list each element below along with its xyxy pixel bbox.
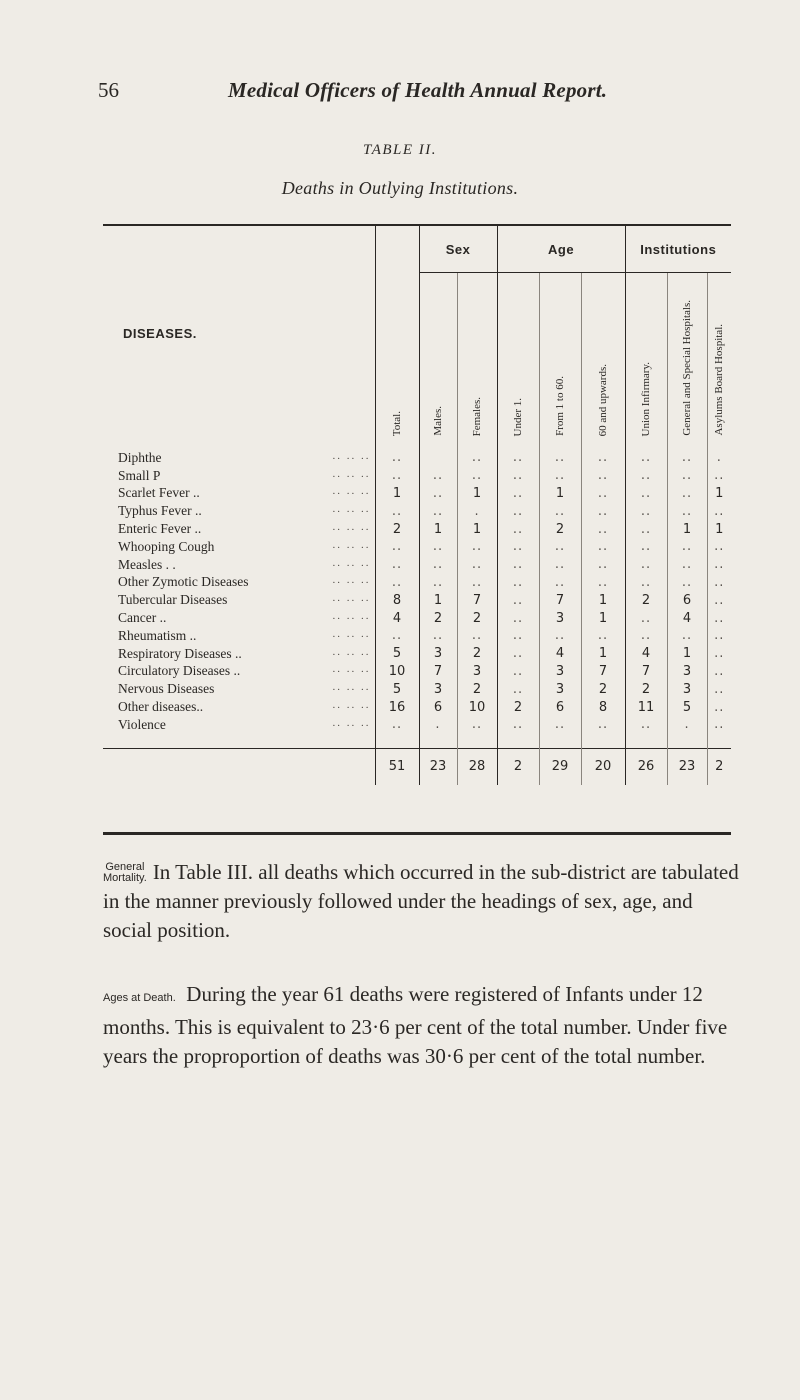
cell-females: . — [457, 502, 497, 520]
page-header — [98, 78, 718, 118]
cell-asylums-board-hospital: .. — [707, 538, 731, 556]
cell-general-special-hospitals: 6 — [667, 591, 707, 609]
cell-males: 2 — [419, 609, 457, 627]
disease-name: Diphthe .. .. .. — [118, 449, 371, 465]
cell-males — [419, 441, 457, 467]
cell-females: 2 — [457, 609, 497, 627]
section-header-row — [103, 226, 731, 273]
totals-label-blank — [103, 748, 375, 785]
cell-females: 7 — [457, 591, 497, 609]
cell-total: 16 — [375, 698, 419, 716]
cell-union-infirmary: .. — [625, 441, 667, 467]
disease-name: Small P .. .. .. — [118, 467, 371, 483]
cell-under-1: .. — [497, 574, 539, 592]
total-1-to-60: 29 — [539, 748, 581, 785]
cell-males: .. — [419, 556, 457, 574]
cell-1-to-60: 7 — [539, 591, 581, 609]
col-header-asylums-board-hospital: Asylums Board Hospital. — [707, 273, 731, 442]
cell-asylums-board-hospital: .. — [707, 698, 731, 716]
cell-total: .. — [375, 441, 419, 467]
institutions-section-header: Institutions — [625, 226, 731, 273]
cell-under-1: .. — [497, 627, 539, 645]
cell-under-1: .. — [497, 716, 539, 734]
disease-name: Whooping Cough .. .. .. — [118, 538, 371, 554]
cell-60-upwards: 7 — [581, 663, 625, 681]
cell-males: 6 — [419, 698, 457, 716]
cell-under-1: .. — [497, 591, 539, 609]
cell-asylums-board-hospital: .. — [707, 609, 731, 627]
leader-dots: .. .. .. — [332, 556, 371, 569]
total-asylums-board-hospital: 2 — [707, 748, 731, 785]
cell-1-to-60: .. — [539, 716, 581, 734]
cell-union-infirmary: 7 — [625, 663, 667, 681]
diseases-header: DISEASES. — [123, 326, 197, 341]
total-under-1: 2 — [497, 748, 539, 785]
cell-total: 5 — [375, 645, 419, 663]
cell-1-to-60: 2 — [539, 520, 581, 538]
cell-males: . — [419, 716, 457, 734]
cell-males: .. — [419, 538, 457, 556]
totals-row — [103, 748, 731, 785]
cell-1-to-60: .. — [539, 556, 581, 574]
cell-union-infirmary: 11 — [625, 698, 667, 716]
cell-under-1: .. — [497, 441, 539, 467]
disease-name: Nervous Diseases .. .. .. — [118, 681, 371, 697]
cell-union-infirmary: .. — [625, 716, 667, 734]
cell-males: 7 — [419, 663, 457, 681]
cell-females: .. — [457, 538, 497, 556]
cell-under-1: .. — [497, 502, 539, 520]
table-row — [103, 467, 731, 485]
leader-dots: .. .. .. — [332, 485, 371, 498]
cell-under-1: .. — [497, 520, 539, 538]
cell-1-to-60: 3 — [539, 680, 581, 698]
cell-males: .. — [419, 467, 457, 485]
table-row — [103, 627, 731, 645]
cell-females: 1 — [457, 485, 497, 503]
cell-1-to-60: 1 — [539, 485, 581, 503]
deaths-table-grid — [103, 226, 731, 785]
cell-total: .. — [375, 502, 419, 520]
leader-dots: .. .. .. — [332, 699, 371, 712]
cell-union-infirmary: .. — [625, 627, 667, 645]
cell-females: .. — [457, 627, 497, 645]
table-row — [103, 645, 731, 663]
cell-general-special-hospitals: .. — [667, 467, 707, 485]
cell-asylums-board-hospital: .. — [707, 645, 731, 663]
cell-60-upwards: .. — [581, 502, 625, 520]
cell-under-1: .. — [497, 556, 539, 574]
cell-60-upwards: 1 — [581, 645, 625, 663]
cell-general-special-hospitals: 1 — [667, 645, 707, 663]
cell-asylums-board-hospital: 1 — [707, 485, 731, 503]
cell-under-1: .. — [497, 538, 539, 556]
cell-general-special-hospitals: 5 — [667, 698, 707, 716]
cell-total: .. — [375, 538, 419, 556]
cell-asylums-board-hospital: .. — [707, 627, 731, 645]
cell-1-to-60: 3 — [539, 609, 581, 627]
cell-under-1: .. — [497, 680, 539, 698]
cell-60-upwards: .. — [581, 538, 625, 556]
disease-name: Violence .. .. .. — [118, 716, 371, 732]
cell-general-special-hospitals: .. — [667, 441, 707, 467]
col-header-union-infirmary: Union Infirmary. — [625, 273, 667, 442]
table-row — [103, 698, 731, 716]
cell-males: .. — [419, 574, 457, 592]
cell-under-1: .. — [497, 645, 539, 663]
table-row — [103, 538, 731, 556]
cell-1-to-60: .. — [539, 502, 581, 520]
leader-dots: .. .. .. — [332, 449, 371, 462]
cell-union-infirmary: .. — [625, 609, 667, 627]
cell-asylums-board-hospital: .. — [707, 467, 731, 485]
cell-females: .. — [457, 574, 497, 592]
cell-union-infirmary: 2 — [625, 680, 667, 698]
cell-union-infirmary: .. — [625, 520, 667, 538]
cell-asylums-board-hospital: .. — [707, 574, 731, 592]
cell-general-special-hospitals: .. — [667, 574, 707, 592]
total-general-special-hospitals: 23 — [667, 748, 707, 785]
table-label: TABLE II. — [362, 142, 438, 158]
cell-males: 3 — [419, 680, 457, 698]
cell-60-upwards: 1 — [581, 609, 625, 627]
cell-total: .. — [375, 467, 419, 485]
disease-name: Cancer .. .. .. .. — [118, 610, 371, 626]
table-row — [103, 485, 731, 503]
cell-general-special-hospitals: .. — [667, 538, 707, 556]
disease-name: Other diseases.. .. .. .. — [118, 699, 371, 715]
spacer-row — [103, 734, 731, 749]
leader-dots: .. .. .. — [332, 574, 371, 587]
cell-females: 3 — [457, 663, 497, 681]
cell-females: .. — [457, 716, 497, 734]
col-header-1-to-60: From 1 to 60. — [539, 273, 581, 442]
cell-general-special-hospitals: 3 — [667, 663, 707, 681]
cell-asylums-board-hospital: .. — [707, 680, 731, 698]
cell-under-1: .. — [497, 609, 539, 627]
col-header-total: Total. — [375, 273, 419, 442]
page-number: 56 — [98, 78, 119, 102]
cell-total: .. — [375, 556, 419, 574]
cell-males: .. — [419, 502, 457, 520]
cell-asylums-board-hospital: .. — [707, 716, 731, 734]
total-total: 51 — [375, 748, 419, 785]
leader-dots: .. .. .. — [332, 592, 371, 605]
sex-section-header: Sex — [419, 226, 497, 273]
cell-union-infirmary: .. — [625, 556, 667, 574]
cell-60-upwards: .. — [581, 441, 625, 467]
disease-name: Enteric Fever .. .. .. .. — [118, 521, 371, 537]
disease-name: Circulatory Diseases .. .. .. .. — [118, 663, 371, 679]
total-males: 23 — [419, 748, 457, 785]
cell-males: 1 — [419, 591, 457, 609]
cell-females: 1 — [457, 520, 497, 538]
col-header-general-special-hospitals: General and Special Hospitals. — [667, 273, 707, 442]
col-header-under-1: Under 1. — [497, 273, 539, 442]
cell-60-upwards: .. — [581, 627, 625, 645]
col-header-60-upwards: 60 and upwards. — [581, 273, 625, 442]
table-row — [103, 502, 731, 520]
cell-1-to-60: .. — [539, 574, 581, 592]
table-row — [103, 441, 731, 467]
cell-general-special-hospitals: 4 — [667, 609, 707, 627]
leader-dots: .. .. .. — [332, 503, 371, 516]
cell-60-upwards: .. — [581, 716, 625, 734]
col-header-females: Females. — [457, 273, 497, 442]
leader-dots: .. .. .. — [332, 627, 371, 640]
col-header-males: Males. — [419, 273, 457, 442]
table-row — [103, 574, 731, 592]
leader-dots: .. .. .. — [332, 645, 371, 658]
cell-females: 2 — [457, 680, 497, 698]
cell-1-to-60: .. — [539, 627, 581, 645]
margin-note-ages-at-death: Ages at Death. — [103, 992, 176, 1004]
cell-general-special-hospitals: .. — [667, 556, 707, 574]
cell-general-special-hospitals: 1 — [667, 520, 707, 538]
cell-total: 8 — [375, 591, 419, 609]
table-row — [103, 520, 731, 538]
total-section-blank — [375, 226, 419, 273]
leader-dots: .. .. .. — [332, 681, 371, 694]
cell-union-infirmary: .. — [625, 538, 667, 556]
cell-females: .. — [457, 441, 497, 467]
cell-under-1: 2 — [497, 698, 539, 716]
cell-females: .. — [457, 467, 497, 485]
running-title: Medical Officers of Health Annual Report. — [228, 78, 608, 102]
cell-general-special-hospitals: . — [667, 716, 707, 734]
total-females: 28 — [457, 748, 497, 785]
cell-asylums-board-hospital: .. — [707, 591, 731, 609]
disease-name: Other Zymotic Diseases .. .. .. — [118, 574, 371, 590]
cell-females: 10 — [457, 698, 497, 716]
leader-dots: .. .. .. — [332, 716, 371, 729]
general-mortality-text: In Table III. all deaths which occurred in the sub-district are tabulated in the manner previously followed under the headings of sex, age, and social position. — [103, 860, 739, 942]
total-60-upwards: 20 — [581, 748, 625, 785]
cell-general-special-hospitals: 3 — [667, 680, 707, 698]
cell-males: 3 — [419, 645, 457, 663]
table-body — [103, 441, 731, 785]
cell-asylums-board-hospital: .. — [707, 663, 731, 681]
age-section-header: Age — [497, 226, 625, 273]
cell-60-upwards: .. — [581, 520, 625, 538]
deaths-table — [103, 224, 731, 835]
cell-1-to-60: .. — [539, 441, 581, 467]
ages-at-death-text: During the year 61 deaths were registered of Infants under 12 months. This is equivalent to 23·6 per cent of the total number. Under five years the proproportion of deaths was 30·6 per cent of the total number. — [103, 982, 728, 1068]
disease-name: Rheumatism .. .. .. .. — [118, 627, 371, 643]
table-row — [103, 556, 731, 574]
cell-total: 5 — [375, 680, 419, 698]
cell-general-special-hospitals: .. — [667, 627, 707, 645]
cell-60-upwards: .. — [581, 574, 625, 592]
cell-60-upwards: .. — [581, 556, 625, 574]
cell-asylums-board-hospital: .. — [707, 556, 731, 574]
cell-general-special-hospitals: .. — [667, 485, 707, 503]
cell-1-to-60: 6 — [539, 698, 581, 716]
leader-dots: .. .. .. — [332, 663, 371, 676]
leader-dots: .. .. .. — [332, 610, 371, 623]
leader-dots: .. .. .. — [332, 521, 371, 534]
cell-total: 10 — [375, 663, 419, 681]
leader-dots: .. .. .. — [332, 538, 371, 551]
disease-name: Tubercular Diseases .. .. .. — [118, 592, 371, 608]
table-row — [103, 663, 731, 681]
ages-at-death-paragraph — [103, 980, 743, 1071]
cell-60-upwards: 2 — [581, 680, 625, 698]
cell-1-to-60: 3 — [539, 663, 581, 681]
cell-asylums-board-hospital: . — [707, 441, 731, 467]
cell-union-infirmary: .. — [625, 485, 667, 503]
cell-union-infirmary: .. — [625, 502, 667, 520]
cell-union-infirmary: 2 — [625, 591, 667, 609]
table-row — [103, 716, 731, 734]
cell-asylums-board-hospital: .. — [707, 502, 731, 520]
table-caption: Deaths in Outlying Institutions. — [281, 178, 519, 198]
cell-1-to-60: .. — [539, 467, 581, 485]
cell-total: .. — [375, 574, 419, 592]
table-row — [103, 591, 731, 609]
cell-total: 1 — [375, 485, 419, 503]
cell-males: 1 — [419, 520, 457, 538]
cell-asylums-board-hospital: 1 — [707, 520, 731, 538]
cell-60-upwards: 8 — [581, 698, 625, 716]
disease-name: Respiratory Diseases .. .. .. .. — [118, 645, 371, 661]
total-union-infirmary: 26 — [625, 748, 667, 785]
cell-union-infirmary: .. — [625, 574, 667, 592]
cell-60-upwards: .. — [581, 485, 625, 503]
cell-union-infirmary: 4 — [625, 645, 667, 663]
disease-name: Measles . . .. .. .. — [118, 556, 371, 572]
table-row — [103, 680, 731, 698]
cell-total: .. — [375, 627, 419, 645]
cell-60-upwards: 1 — [581, 591, 625, 609]
cell-1-to-60: 4 — [539, 645, 581, 663]
cell-60-upwards: .. — [581, 467, 625, 485]
disease-name: Typhus Fever .. .. .. .. — [118, 503, 371, 519]
cell-females: .. — [457, 556, 497, 574]
cell-under-1: .. — [497, 485, 539, 503]
margin-note-general-mortality: General Mortality. — [103, 861, 147, 884]
general-mortality-paragraph — [103, 858, 743, 945]
cell-males: .. — [419, 485, 457, 503]
cell-females: 2 — [457, 645, 497, 663]
disease-name: Scarlet Fever .. .. .. .. — [118, 485, 371, 501]
cell-union-infirmary: .. — [625, 467, 667, 485]
cell-total: 4 — [375, 609, 419, 627]
cell-under-1: .. — [497, 663, 539, 681]
leader-dots: .. .. .. — [332, 467, 371, 480]
cell-total: 2 — [375, 520, 419, 538]
cell-males: .. — [419, 627, 457, 645]
table-row — [103, 609, 731, 627]
cell-general-special-hospitals: .. — [667, 502, 707, 520]
cell-1-to-60: .. — [539, 538, 581, 556]
cell-total: .. — [375, 716, 419, 734]
cell-under-1: .. — [497, 467, 539, 485]
